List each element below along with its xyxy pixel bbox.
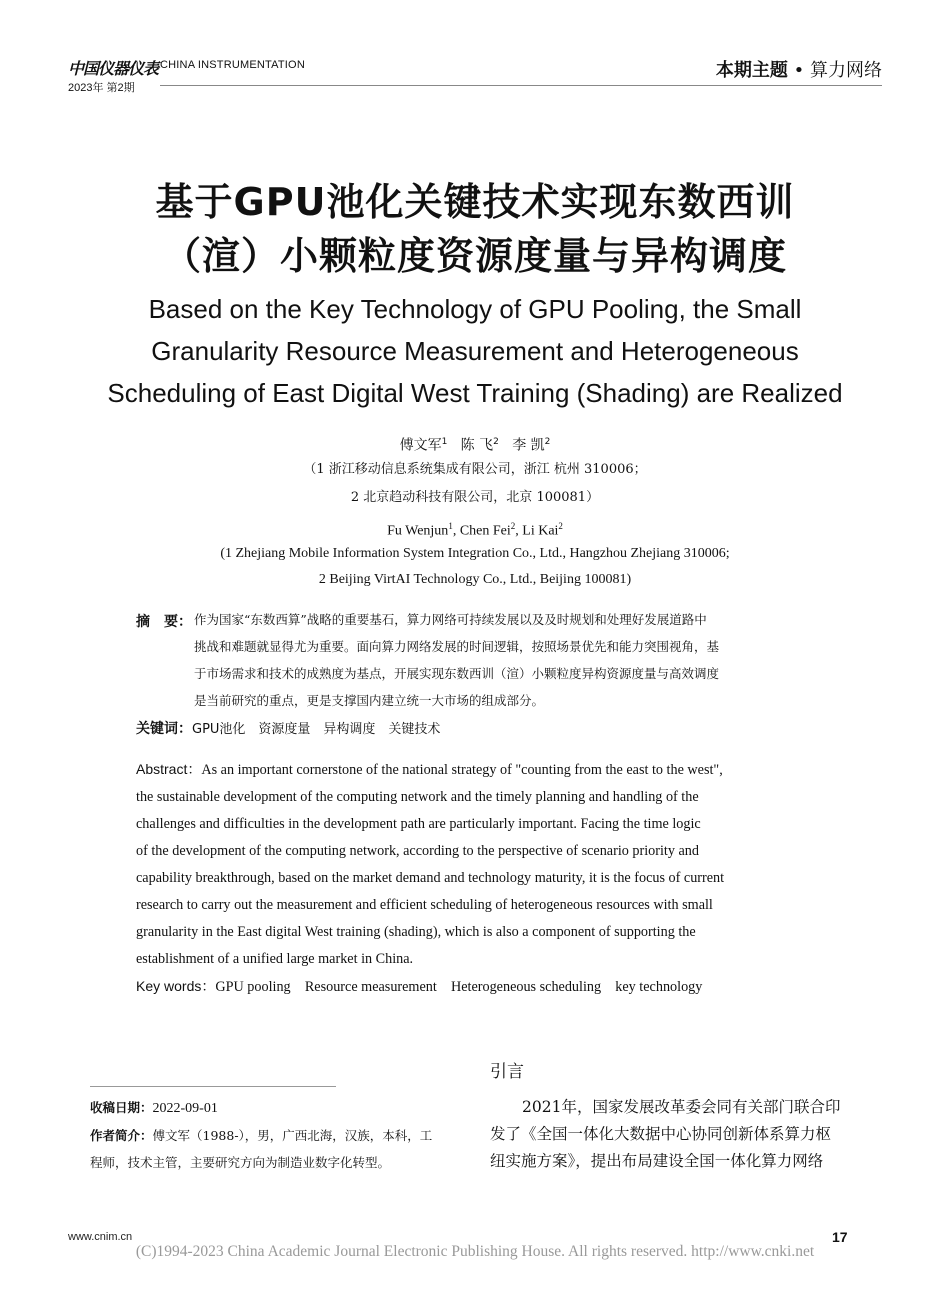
keywords-cn-label: 关键词： xyxy=(136,721,192,737)
affiliation-cn-1: （1 浙江移动信息系统集成有限公司，浙江 杭州 310006； xyxy=(303,462,647,477)
topic-label: 本期主题 xyxy=(715,60,788,81)
keywords-en-value: GPU pooling Resource measurement Heterogeneous scheduling key technology xyxy=(215,979,703,995)
title-en-line-3: Scheduling of East Digital West Training (Shading) are Realized xyxy=(107,378,843,408)
topic-separator: • xyxy=(793,60,805,81)
author-en: Li Kai xyxy=(522,523,559,539)
title-cn-line-2: （渲）小颗粒度资源度量与异构调度 xyxy=(162,234,787,278)
topic-value: 算力网络 xyxy=(810,60,882,81)
affiliation-cn-2: 2 北京趋动科技有限公司，北京 100081） xyxy=(350,490,600,505)
issue-topic xyxy=(716,56,882,82)
abstract-en-line: research to carry out the measurement and efficient scheduling of heterogeneous resources with small xyxy=(136,897,713,913)
author-cn: 陈 飞 xyxy=(460,437,494,454)
section-heading-intro: 引言 xyxy=(490,1062,524,1082)
journal-logo-en: CHINA INSTRUMENTATION xyxy=(160,59,305,71)
abstract-en-line: Abstract：As an important cornerstone of the national strategy of "counting from the east to the west", xyxy=(136,761,723,778)
journal-logo-cn: 中国仪器仪表 xyxy=(68,59,159,78)
intro-line: 2021年，国家发展改革委会同有关部门联合印 xyxy=(522,1098,841,1116)
title-en-line-2: Granularity Resource Measurement and Heterogeneous xyxy=(151,336,799,366)
abstract-cn-line: 作为国家“东数西算”战略的重要基石，算力网络可持续发展以及及时规划和处理好发展道路中 xyxy=(194,612,707,627)
author-bio: 作者简介：傅文军（1988-），男，广西北海，汉族，本科，工 xyxy=(90,1128,433,1143)
footnote-block xyxy=(90,1094,432,1176)
abstract-en-label: Abstract： xyxy=(136,761,202,777)
abstract-en-line: establishment of a unified large market in China. xyxy=(136,951,414,967)
author-cn: 傅文军 xyxy=(399,437,442,454)
affiliation-en-2: 2 Beijing VirtAI Technology Co., Ltd., Beijing 100081) xyxy=(318,572,632,587)
abstract-cn-body xyxy=(194,606,719,714)
abstract-en-line: granularity in the East digital West training (shading), which is also a component of supporting the xyxy=(136,924,696,940)
author-en: Fu Wenjun xyxy=(387,523,449,539)
footer-site: www.cnim.cn xyxy=(68,1231,133,1243)
abstract-en-line: the sustainable development of the computing network and the timely planning and handling of the xyxy=(136,789,699,805)
abstract-en-body xyxy=(136,756,724,1001)
authors-cn: 傅文军$^1$ 陈 飞$^2$ 李 凯$^2$ xyxy=(399,437,551,454)
affiliation-en-1: (1 Zhejiang Mobile Information System Integration Co., Ltd., Hangzhou Zhejiang 310006; xyxy=(220,546,730,561)
abstract-cn-line: 是当前研究的重点，更是支撑国内建立统一大市场的组成部分。 xyxy=(194,693,545,708)
author-bio-cont: 程师，技术主管，主要研究方向为制造业数字化转型。 xyxy=(90,1155,391,1170)
page-number: 17 xyxy=(832,1229,848,1245)
footnote-rule xyxy=(90,1086,336,1087)
intro-line: 纽实施方案》，提出布局建设全国一体化算力网络 xyxy=(490,1152,824,1170)
title-en-line-1: Based on the Key Technology of GPU Pooling, the Small xyxy=(148,294,802,324)
abstract-en-line: challenges and difficulties in the development path are particularly important. Facing the time logic xyxy=(136,816,701,832)
copyright-watermark: (C)1994-2023 China Academic Journal Electronic Publishing House. All rights reserved. http://www.cnki.net xyxy=(135,1243,815,1260)
author-cn: 李 凯 xyxy=(512,437,545,454)
received-date: 收稿日期：2022-09-01 xyxy=(90,1100,218,1116)
abstract-en-line: of the development of the computing network, according to the perspective of scenario priority and xyxy=(136,843,699,859)
abstract-cn-line: 挑战和难题就显得尤为重要。面向算力网络发展的时间逻辑，按照场景优先和能力突围视角，基 xyxy=(194,639,720,654)
title-cn-line-1: 基于GPU池化关键技术实现东数西训 xyxy=(155,180,795,224)
abstract-en-line: capability breakthrough, based on the market demand and technology maturity, it is the focus of current xyxy=(136,870,725,886)
author-en: Chen Fei xyxy=(459,523,511,539)
header-rule xyxy=(160,85,882,86)
keywords-en xyxy=(136,973,724,1001)
keywords-en-label: Key words： xyxy=(136,978,216,994)
intro-body xyxy=(490,1094,860,1175)
authors-en: Fu Wenjun$^1$, Chen Fei$^2$, Li Kai$^2$ xyxy=(387,521,563,539)
keywords-cn xyxy=(136,716,440,743)
intro-line: 发了《全国一体化大数据中心协同创新体系算力枢 xyxy=(490,1125,832,1143)
journal-issue: 2023年 第2期 xyxy=(68,82,135,94)
abstract-cn-line: 于市场需求和技术的成熟度为基点，开展实现东数西训（渲）小颗粒度异构资源度量与高效调度 xyxy=(194,666,720,681)
keywords-cn-value: GPU池化 资源度量 异构调度 关键技术 xyxy=(192,722,441,737)
abstract-cn-label: 摘 要： xyxy=(136,614,192,630)
